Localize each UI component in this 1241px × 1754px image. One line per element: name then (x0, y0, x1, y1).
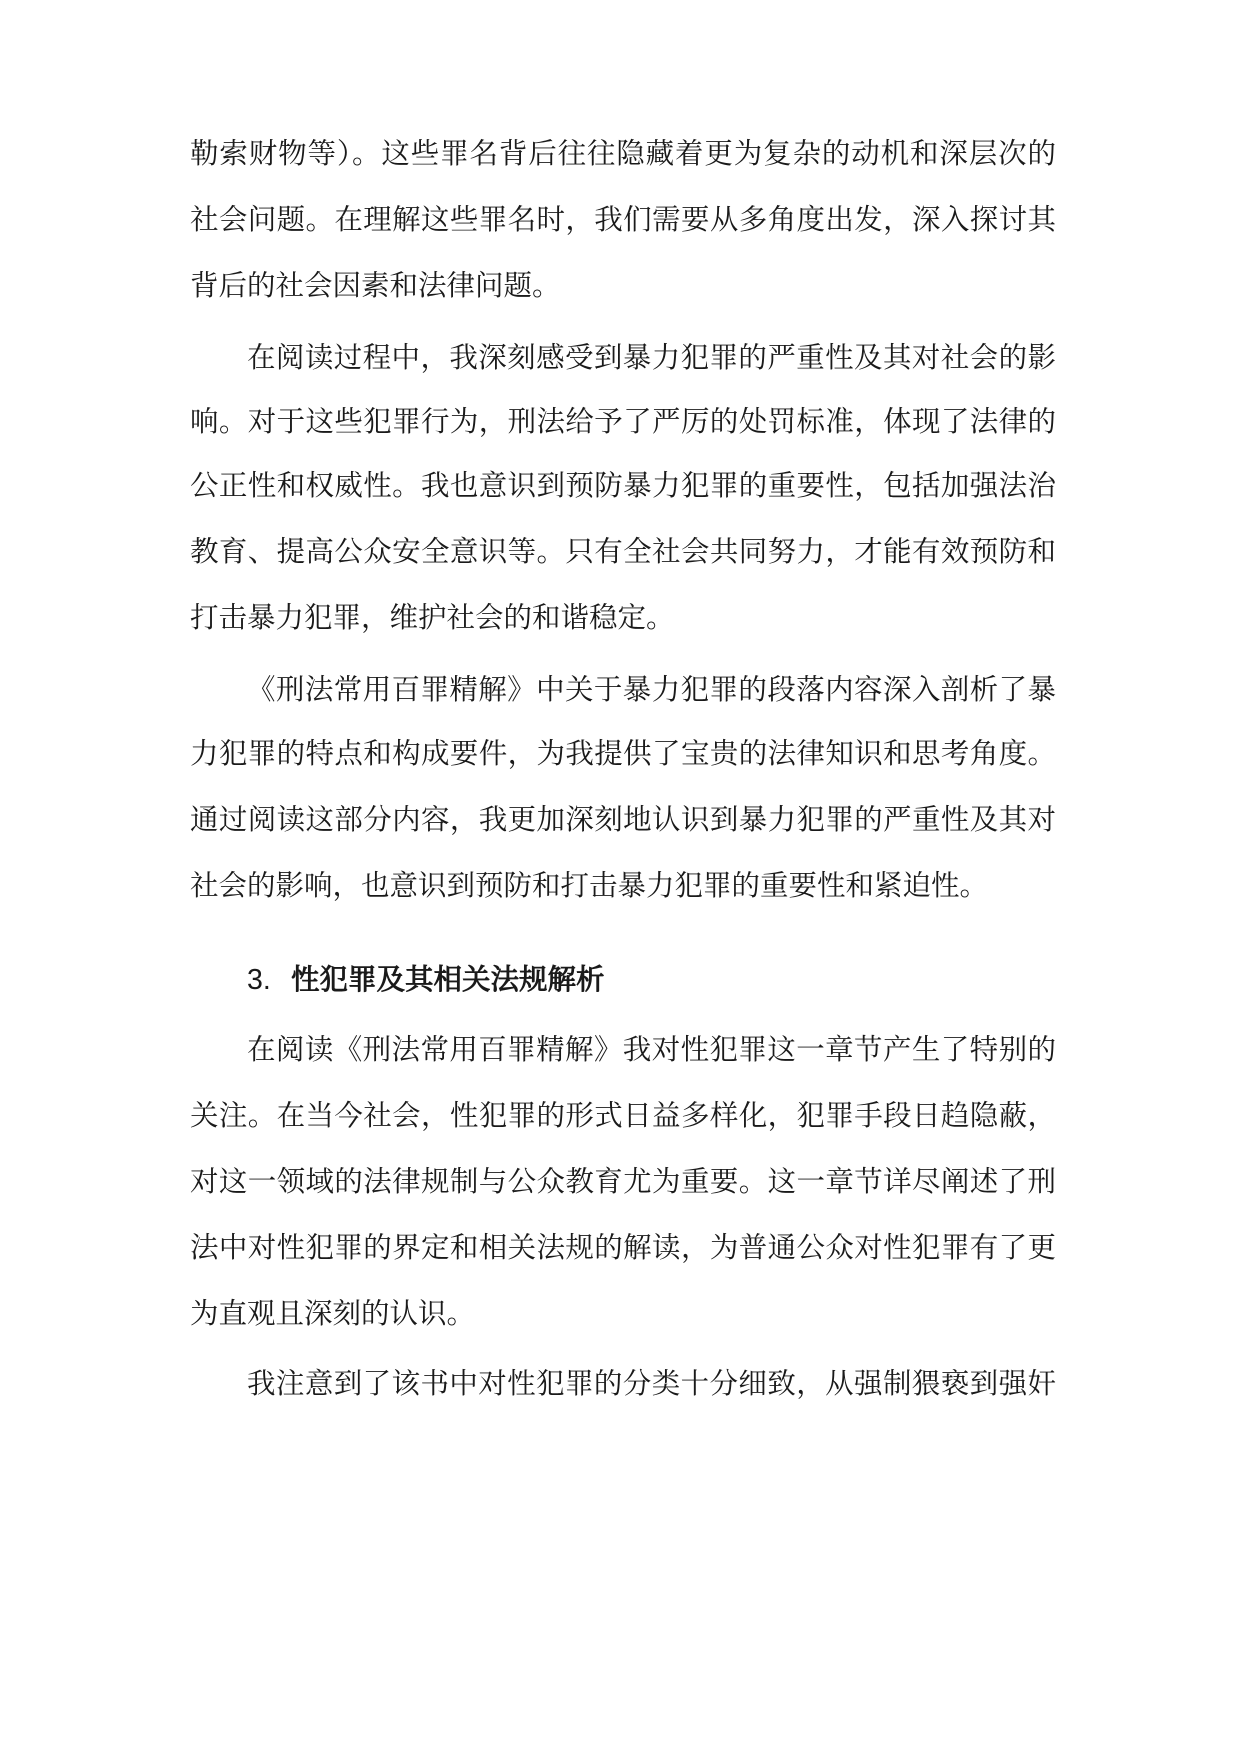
paragraph-4-line-3: 对这一领域的法律规制与公众教育尤为重要。这一章节详尽阐述了刑 (190, 1165, 1056, 1198)
section-heading (247, 960, 605, 1000)
paragraph-1-line-2: 社会问题。在理解这些罪名时，我们需要从多角度出发，深入探讨其 (190, 203, 1056, 236)
paragraph-3-line-1: 《刑法常用百罪精解》中关于暴力犯罪的段落内容深入剖析了暴 (247, 673, 1056, 706)
paragraph-4-line-5: 为直观且深刻的认识。 (190, 1297, 476, 1330)
paragraph-4-line-2: 关注。在当今社会，性犯罪的形式日益多样化，犯罪手段日趋隐蔽， (190, 1099, 1056, 1132)
section-number: 3. (247, 964, 271, 996)
paragraph-4-line-4: 法中对性犯罪的界定和相关法规的解读，为普通公众对性犯罪有了更 (190, 1231, 1056, 1264)
paragraph-1-line-3: 背后的社会因素和法律问题。 (190, 269, 561, 302)
paragraph-1-line-1: 勒索财物等）。这些罪名背后往往隐藏着更为复杂的动机和深层次的 (190, 137, 1056, 170)
paragraph-2-line-2: 响。对于这些犯罪行为，刑法给予了严厉的处罚标准，体现了法律的 (190, 405, 1056, 438)
section-title: 性犯罪及其相关法规解析 (291, 963, 605, 996)
paragraph-2-line-5: 打击暴力犯罪，维护社会的和谐稳定。 (190, 601, 675, 634)
paragraph-2-line-4: 教育、提高公众安全意识等。只有全社会共同努力，才能有效预防和 (190, 535, 1056, 568)
paragraph-3-line-4: 社会的影响，也意识到预防和打击暴力犯罪的重要性和紧迫性。 (190, 869, 989, 902)
paragraph-5-line-1: 我注意到了该书中对性犯罪的分类十分细致，从强制猥亵到强奸 (247, 1367, 1056, 1400)
paragraph-2-line-3: 公正性和权威性。我也意识到预防暴力犯罪的重要性，包括加强法治 (190, 469, 1056, 502)
paragraph-4-line-1: 在阅读《刑法常用百罪精解》我对性犯罪这一章节产生了特别的 (247, 1033, 1056, 1066)
paragraph-3-line-3: 通过阅读这部分内容，我更加深刻地认识到暴力犯罪的严重性及其对 (190, 803, 1056, 836)
paragraph-2-line-1: 在阅读过程中，我深刻感受到暴力犯罪的严重性及其对社会的影 (247, 341, 1056, 374)
paragraph-3-line-2: 力犯罪的特点和构成要件，为我提供了宝贵的法律知识和思考角度。 (190, 737, 1056, 770)
